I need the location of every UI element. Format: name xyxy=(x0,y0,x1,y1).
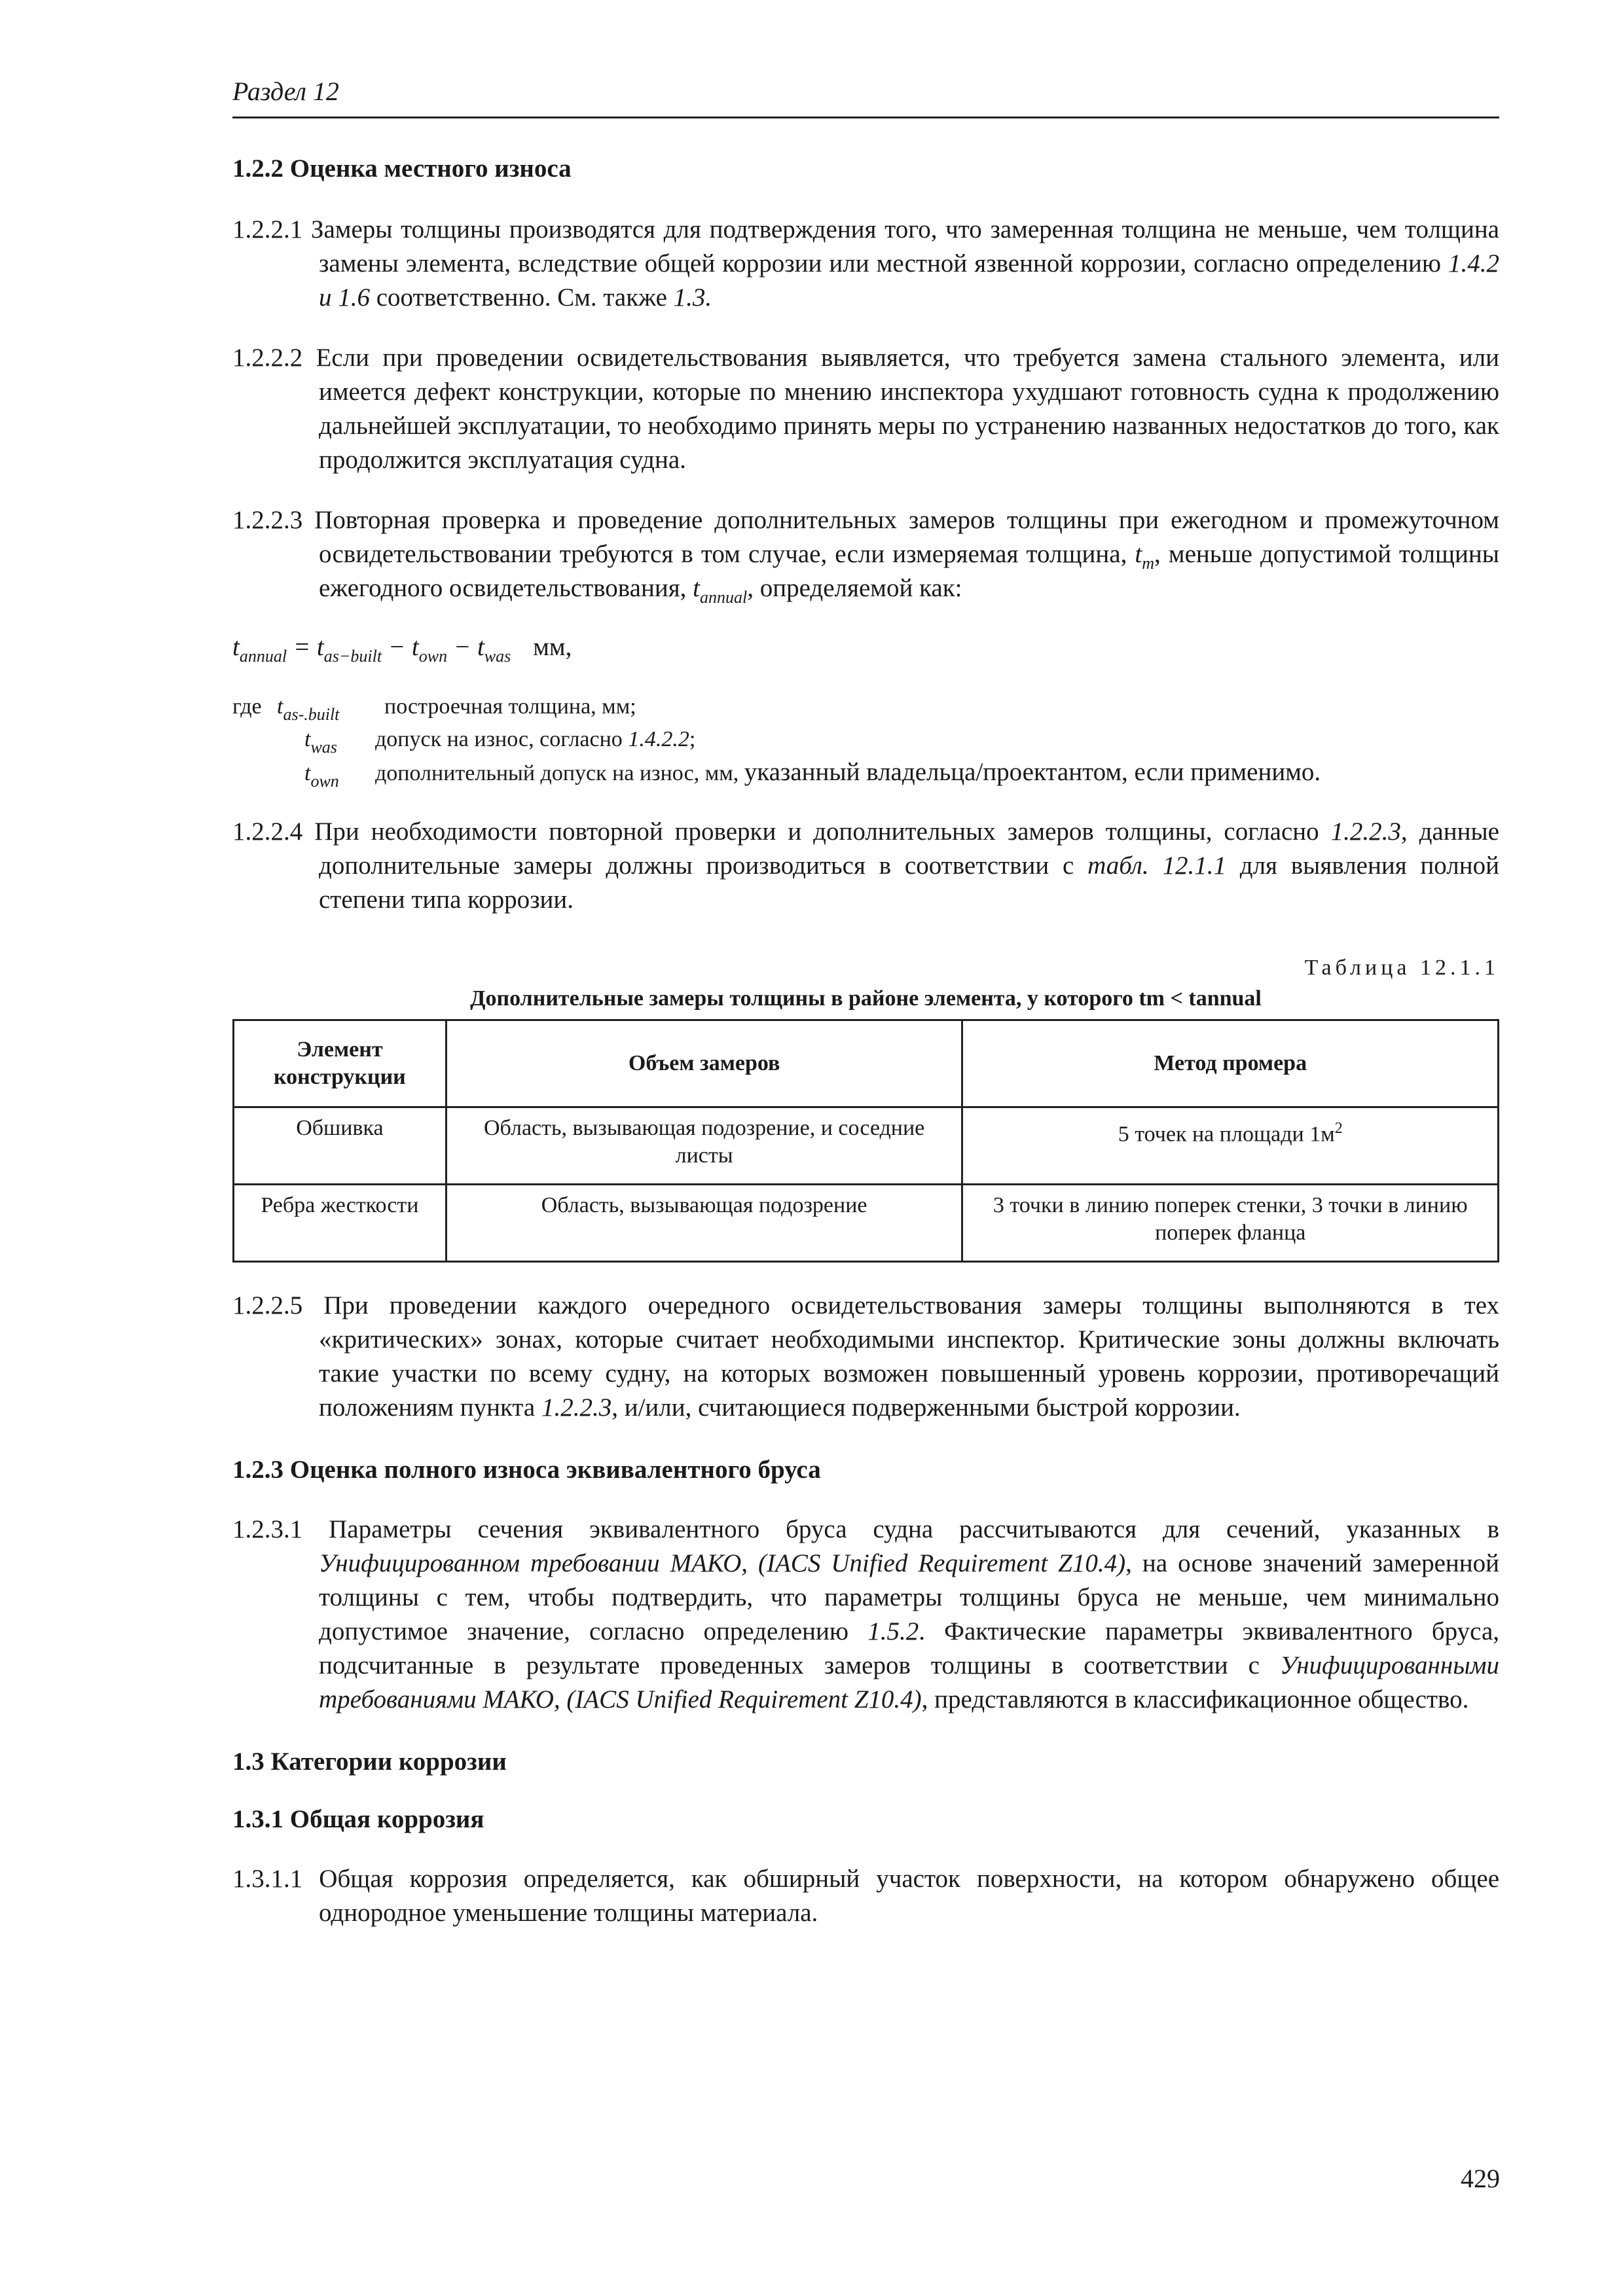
table-title: Дополнительные замеры толщины в районе элемента, у которого tm < tannual xyxy=(470,986,1262,1011)
page-content xyxy=(232,73,1499,1930)
table-cell: Ребра жесткости xyxy=(234,1185,447,1262)
table-row xyxy=(234,1107,1499,1185)
table-caption: Таблица 12.1.1 xyxy=(1304,956,1499,980)
legend-row: где $t_{as-.built}$ построечная толщина, мм; xyxy=(232,694,636,724)
paragraph-1-2-2-1: 1.2.2.1 Замеры толщины производятся для подтверждения того, что замеренная толщина не меньше, чем толщина замены элемента, вследствие общей коррозии или местной язвенной коррозии, согласно определению 1.4.2 и 1.6 соответственно. См. также 1.3. xyxy=(232,215,1499,312)
table-cell: 3 точки в линию поперек стенки, 3 точки в линию поперек фланца xyxy=(962,1185,1499,1262)
paragraph-1-2-2-2: 1.2.2.2 Если при проведении освидетельствования выявляется, что требуется замена стального элемента, или имеется дефект конструкции, которые по мнению инспектора ухудшают готовность судна к продолжению дальнейшей эксплуатации, то необходимо принять меры по устранению названных недостатков до того, как продолжится эксплуатация судна. xyxy=(232,344,1499,474)
section-heading-1-3: 1.3 Категории коррозии xyxy=(232,1748,507,1776)
paragraph-1-2-3-1: 1.2.3.1 Параметры сечения эквивалентного бруса судна рассчитываются для сечений, указанных в Унифицированном требовании МАКО, (IACS Unified Requirement Z10.4), на основе значений замеренной толщины с тем, чтобы подтвердить, что параметры толщины бруса не меньше, чем минимально допустимое значение, согласно определению 1.5.2. Фактические параметры эквивалентного бруса, подсчитанные в результате проведенных замеров толщины в соответствии с Унифицированными требованиями МАКО, (IACS Unified Requirement Z10.4), представляются в классификационное общество. xyxy=(232,1515,1500,1713)
legend-row: $t_{was}$ допуск на износ, согласно 1.4.2.2; xyxy=(304,727,696,757)
paragraph-1-2-2-5: 1.2.2.5 При проведении каждого очередного освидетельствования замеры толщины выполняются в тех «критических» зонах, которые считает необходимыми инспектор. Критические зоны должны включать такие участки по всему судну, на которых возможен повышенный уровень коррозии, противоречащий положениям пункта 1.2.2.3, и/или, считающиеся подверженными быстрой коррозии. xyxy=(232,1291,1499,1422)
header-cell: Объем замеров xyxy=(446,1020,962,1107)
page-number: 429 xyxy=(1461,2164,1500,2193)
formula-legend xyxy=(232,691,1499,790)
section-heading-1-3-1: 1.3.1 Общая коррозия xyxy=(232,1805,484,1833)
section-heading-1-2-2: 1.2.2 Оценка местного износа xyxy=(232,154,572,183)
header-cell: Метод промера xyxy=(962,1020,1499,1107)
table-header-row xyxy=(234,1020,1499,1107)
paragraph-1-2-2-4: 1.2.2.4 При необходимости повторной проверки и дополнительных замеров толщины, согласно 1.2.2.3, данные дополнительные замеры должны производиться в соответствии с табл. 12.1.1 для выявления полной степени типа коррозии. xyxy=(232,817,1500,914)
formula-t-annual: $t_{annual} = t_{as-built} - t_{own} - t_{was}$ мм, xyxy=(232,633,572,666)
table-cell: Область, вызывающая подозрение xyxy=(446,1185,962,1262)
table-cell: Обшивка xyxy=(234,1107,447,1185)
table-cell: 5 точек на площади $1м^2$ xyxy=(962,1107,1499,1185)
running-header: Раздел 12 xyxy=(232,73,1499,118)
legend-row: $t_{own}$ дополнительный допуск на износ, мм, указанный владельца/проектантом, если применимо. xyxy=(304,758,1321,791)
header-cell: Элемент конструкции xyxy=(234,1020,447,1107)
paragraph-1-2-2-3: 1.2.2.3 Повторная проверка и проведение дополнительных замеров толщины при ежегодном и промежуточном освидетельствовании требуются в том случае, если измеряемая толщина, $t_m$, меньше допустимой толщины ежегодного освидетельствования, $t_{annual}$, определяемой как: xyxy=(232,506,1499,607)
thickness-measurement-table xyxy=(232,1019,1499,1263)
paragraph-1-3-1-1: 1.3.1.1 Общая коррозия определяется, как обширный участок поверхности, на котором обнаружено общее однородное уменьшение толщины материала. xyxy=(232,1865,1499,1927)
table-cell: Область, вызывающая подозрение, и соседние листы xyxy=(446,1107,962,1185)
section-heading-1-2-3: 1.2.3 Оценка полного износа эквивалентного бруса xyxy=(232,1456,821,1484)
table-row xyxy=(234,1185,1499,1262)
